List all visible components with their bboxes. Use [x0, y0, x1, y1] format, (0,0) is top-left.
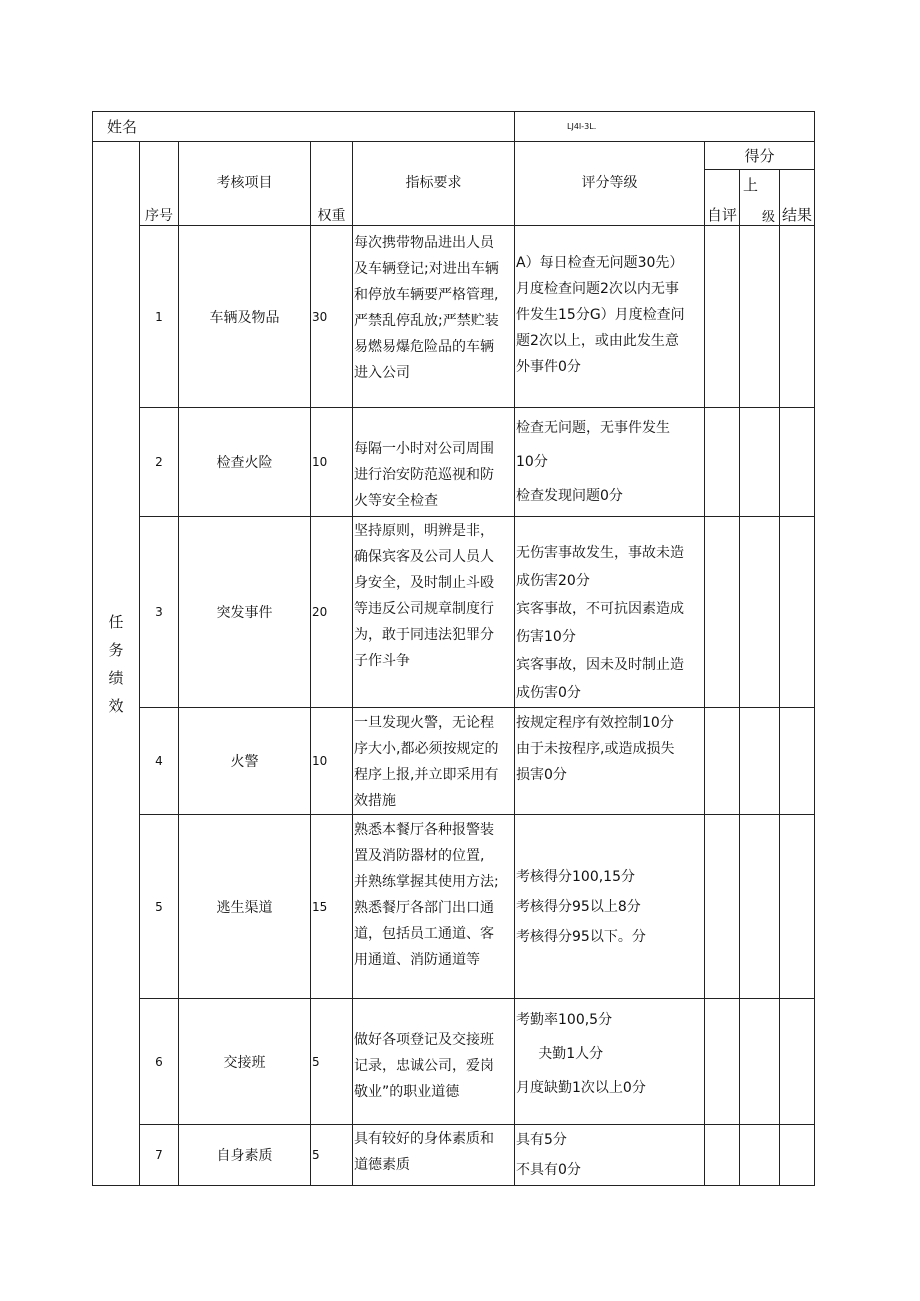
- row-item: 交接班: [179, 999, 311, 1125]
- row-superior[interactable]: [740, 708, 780, 815]
- row-weight: 15: [311, 815, 353, 999]
- table-row: [93, 999, 815, 1125]
- table-row: [93, 517, 815, 708]
- row-result[interactable]: [780, 999, 815, 1125]
- row-seq: 3: [140, 517, 179, 708]
- row-grading: 考勤率100,5分 夬勤1人分 月度缺勤1次以上0分: [515, 999, 705, 1125]
- row-grading: 无伤害事故发生，事故未造 成伤害20分 宾客事故，不可抗因素造成 伤害10分 宾客事故，因未及时制止造 成伤害0分: [515, 517, 705, 708]
- row-weight: 30: [311, 226, 353, 408]
- row-result[interactable]: [780, 226, 815, 408]
- col-header-grading: 评分等级: [515, 142, 705, 226]
- col-header-self-eval: 自评: [705, 170, 740, 226]
- col-header-item: 考核项目: [179, 142, 311, 226]
- row-requirement: 每次携带物品进出人员 及车辆登记;对进出车辆 和停放车辆要严格管理, 严禁乱停乱放;严禁贮装 易燃易爆危险品的车辆 进入公司: [353, 226, 515, 408]
- row-self-eval[interactable]: [705, 517, 740, 708]
- row-seq: 7: [140, 1125, 179, 1186]
- row-item: 突发事件: [179, 517, 311, 708]
- row-requirement: 熟悉本餐厅各种报警装 置及消防器材的位置, 并熟练掌握其使用方法; 熟悉餐厅各部门出口通 道，包括员工通道、客 用通道、消防通道等: [353, 815, 515, 999]
- table-row: [93, 1125, 815, 1186]
- row-item: 自身素质: [179, 1125, 311, 1186]
- name-value: LJ4I-3L.: [515, 112, 815, 142]
- row-superior[interactable]: [740, 226, 780, 408]
- row-requirement: 具有较好的身体素质和 道德素质: [353, 1125, 515, 1186]
- row-grading: 按规定程序有效控制10分 由于未按程序,或造成损失 损害0分: [515, 708, 705, 815]
- row-self-eval[interactable]: [705, 708, 740, 815]
- row-superior[interactable]: [740, 517, 780, 708]
- row-superior[interactable]: [740, 408, 780, 517]
- col-header-seq: 序号: [140, 142, 179, 226]
- appraisal-table: [92, 111, 815, 1186]
- row-item: 车辆及物品: [179, 226, 311, 408]
- row-superior[interactable]: [740, 999, 780, 1125]
- category-task-performance: 任 务 绩 效: [93, 142, 140, 1186]
- col-header-requirement: 指标要求: [353, 142, 515, 226]
- row-requirement: 每隔一小时对公司周围 进行治安防范巡视和防 火等安全检查: [353, 408, 515, 517]
- table-row: [93, 408, 815, 517]
- row-grading: A）每日检查无问题30先） 月度检查问题2次以内无事 件发生15分G）月度检查问 题2次以上，或由此发生意 外事件0分: [515, 226, 705, 408]
- col-header-score: 得分: [705, 142, 815, 170]
- row-seq: 5: [140, 815, 179, 999]
- col-header-weight: 权重: [311, 142, 353, 226]
- row-self-eval[interactable]: [705, 1125, 740, 1186]
- table-row: [93, 226, 815, 408]
- row-seq: 4: [140, 708, 179, 815]
- row-item: 检查火险: [179, 408, 311, 517]
- row-superior[interactable]: [740, 1125, 780, 1186]
- row-result[interactable]: [780, 1125, 815, 1186]
- row-weight: 20: [311, 517, 353, 708]
- row-weight: 10: [311, 708, 353, 815]
- row-result[interactable]: [780, 708, 815, 815]
- col-header-superior-bottom: 级: [762, 210, 776, 225]
- row-grading: 考核得分100,15分 考核得分95以上8分 考核得分95以下。分: [515, 815, 705, 999]
- row-seq: 6: [140, 999, 179, 1125]
- col-header-superior: [740, 170, 780, 226]
- row-self-eval[interactable]: [705, 999, 740, 1125]
- row-item: 逃生渠道: [179, 815, 311, 999]
- row-seq: 2: [140, 408, 179, 517]
- row-self-eval[interactable]: [705, 815, 740, 999]
- row-weight: 5: [311, 1125, 353, 1186]
- row-requirement: 一旦发现火警，无论程 序大小,都必须按规定的 程序上报,并立即采用有 效措施: [353, 708, 515, 815]
- row-weight: 5: [311, 999, 353, 1125]
- table-row: [93, 708, 815, 815]
- col-header-result: 结果: [780, 170, 815, 226]
- row-grading: 具有5分 不具有0分: [515, 1125, 705, 1186]
- row-result[interactable]: [780, 408, 815, 517]
- row-item: 火警: [179, 708, 311, 815]
- row-requirement: 做好各项登记及交接班 记录，忠诚公司，爱岗 敬业”的职业道德: [353, 999, 515, 1125]
- row-grading: 检查无问题，无事件发生 10分 检查发现问题0分: [515, 408, 705, 517]
- name-label: 姓名: [93, 112, 515, 142]
- row-seq: 1: [140, 226, 179, 408]
- row-self-eval[interactable]: [705, 408, 740, 517]
- row-result[interactable]: [780, 815, 815, 999]
- row-superior[interactable]: [740, 815, 780, 999]
- row-requirement: 坚持原则，明辨是非， 确保宾客及公司人员人 身安全，及时制止斗殴 等违反公司规章制度行 为，敢于同违法犯罪分 子作斗争: [353, 517, 515, 708]
- col-header-superior-top: 上: [743, 176, 759, 194]
- row-weight: 10: [311, 408, 353, 517]
- table-row: [93, 815, 815, 999]
- row-self-eval[interactable]: [705, 226, 740, 408]
- row-result[interactable]: [780, 517, 815, 708]
